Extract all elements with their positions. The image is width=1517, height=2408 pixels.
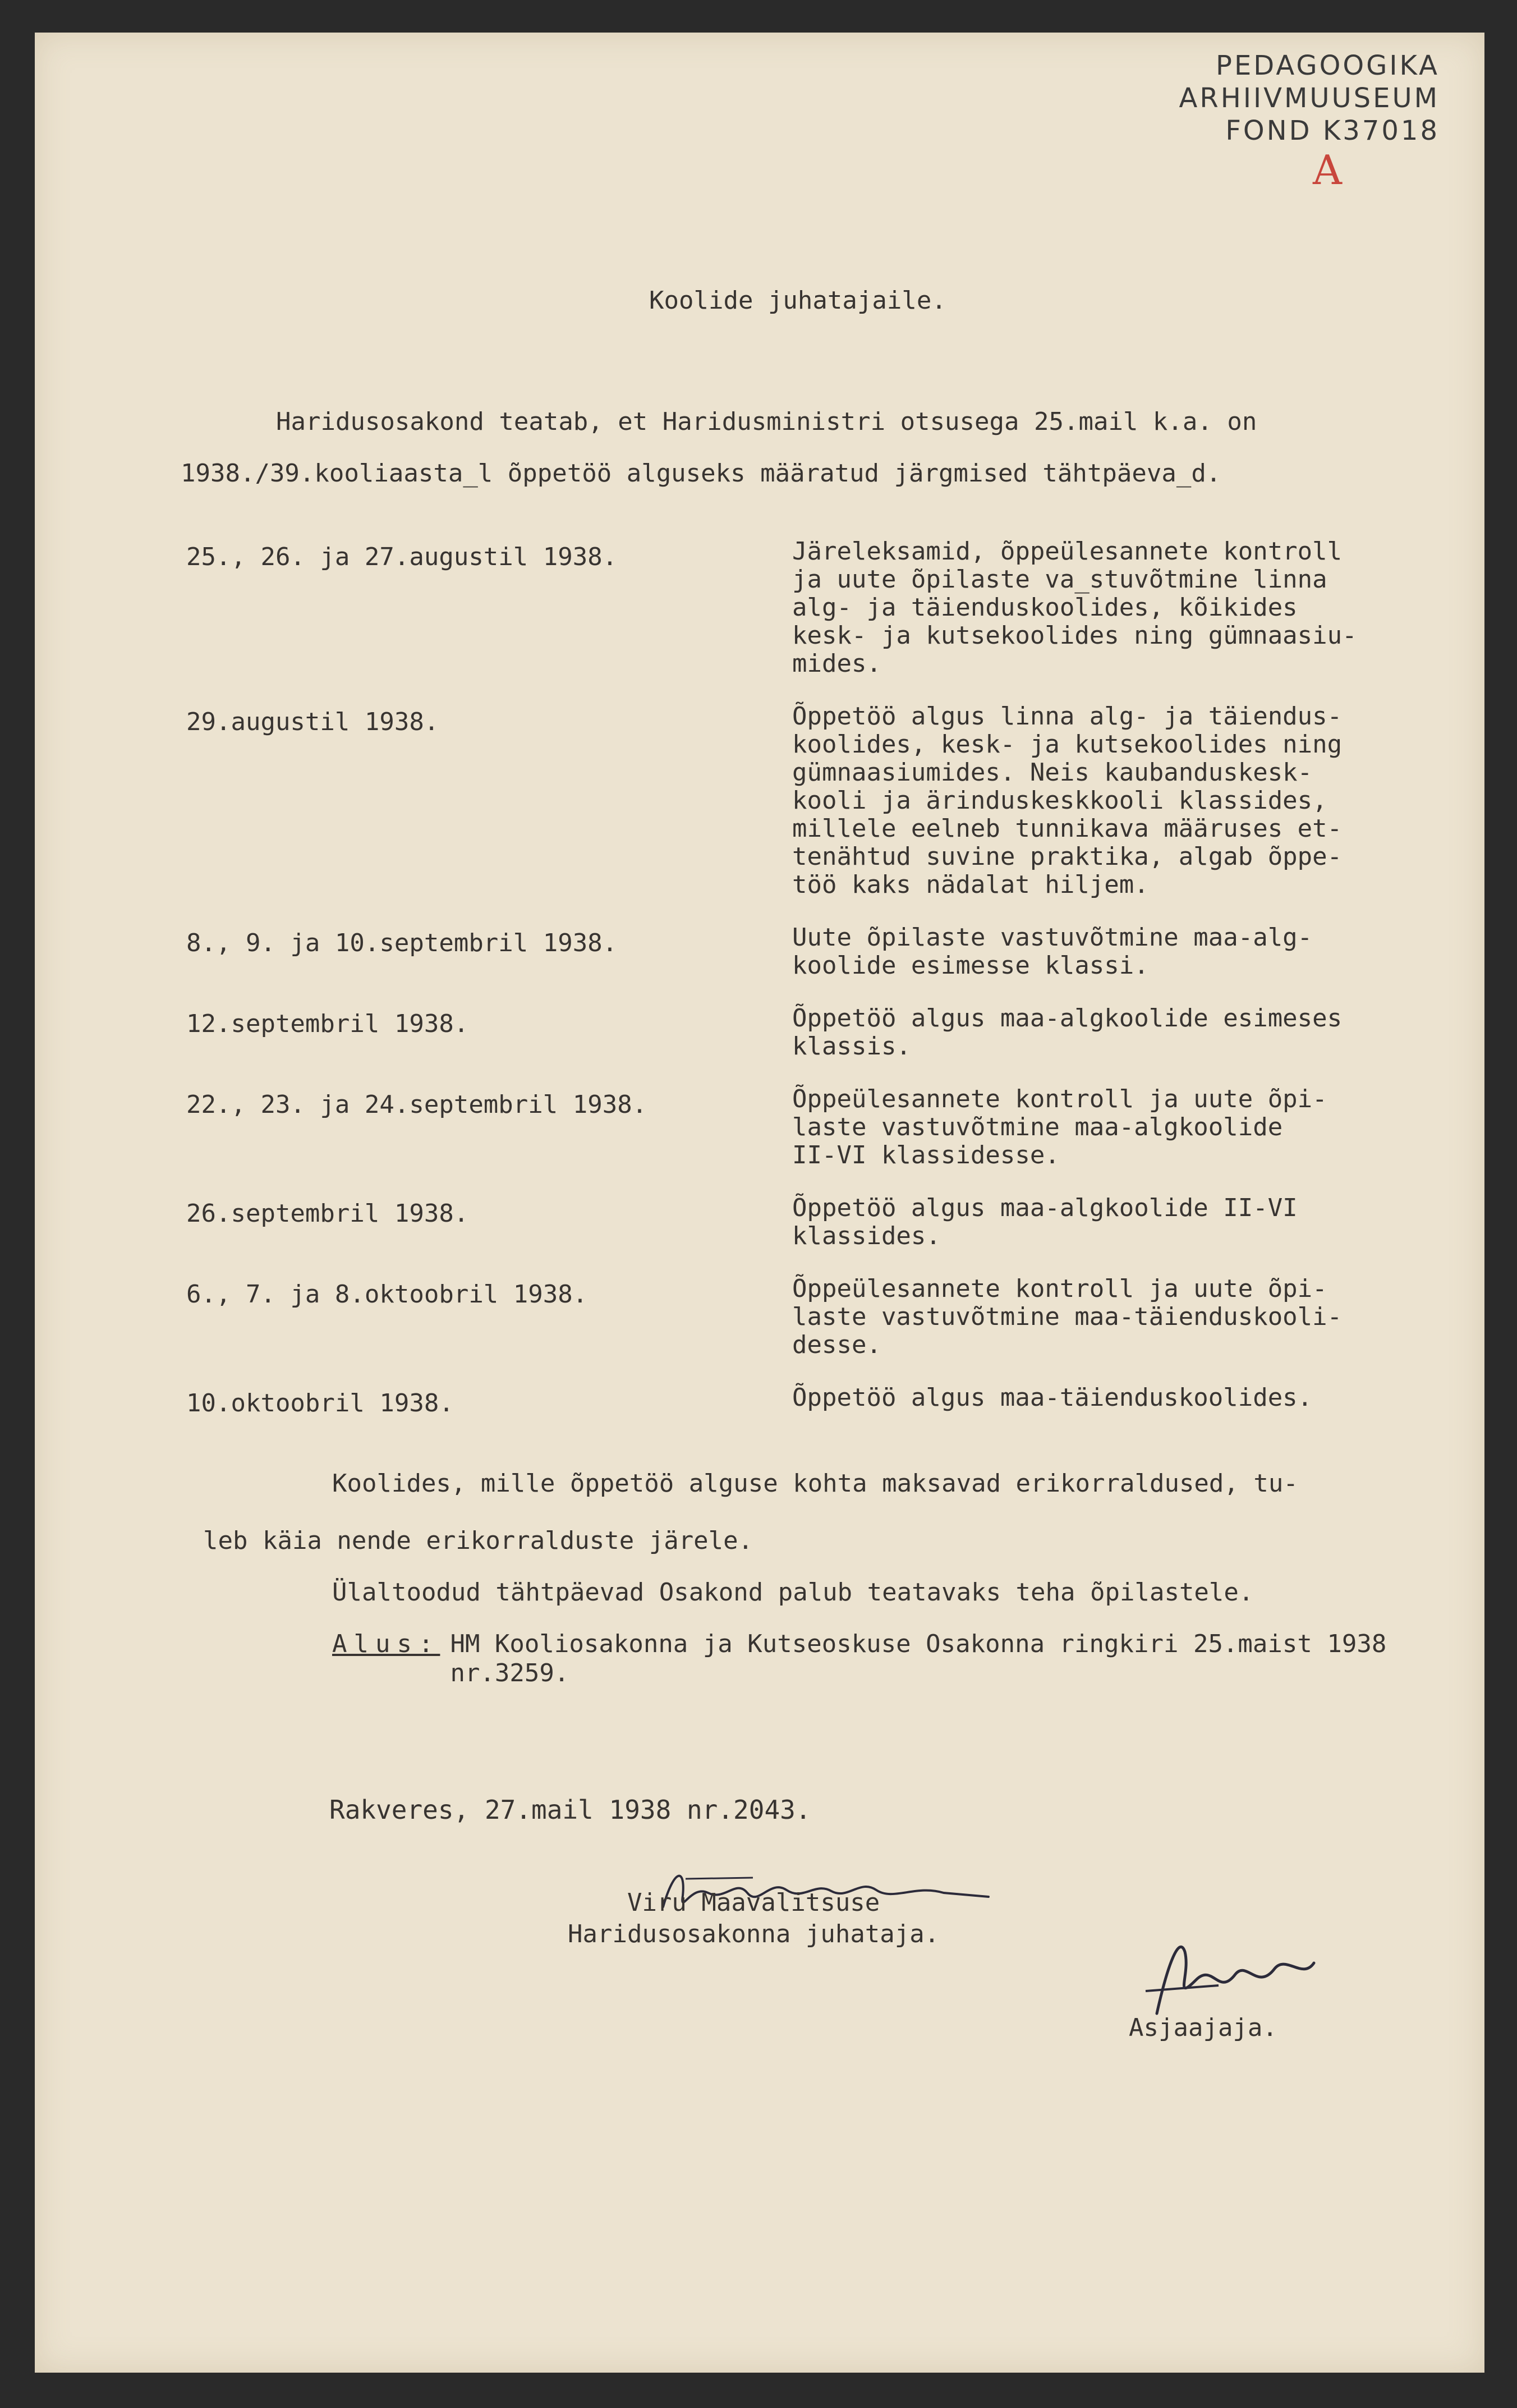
schedule-date: 8., 9. ja 10.septembril 1938. xyxy=(186,929,618,957)
schedule-row xyxy=(186,538,1454,678)
schedule-list xyxy=(186,538,1454,1442)
schedule-row xyxy=(186,1005,1454,1061)
stamp-line-museum: ARHIIVMUUSEUM xyxy=(1179,82,1440,114)
basis-text: HM Kooliosakonna ja Kutseoskuse Osakonna ringkiri 25.maist 1938 nr.3259. xyxy=(450,1630,1387,1687)
schedule-date: 29.augustil 1938. xyxy=(186,708,439,736)
closing-section xyxy=(203,1469,1471,1688)
stamp-line-fond: FOND K37018 xyxy=(1225,115,1440,146)
intro-line-1: Haridusosakond teatab, et Haridusministri otsusega 25.mail k.a. on xyxy=(276,407,1257,436)
schedule-description: Õppetöö algus maa-algkoolide II-VI klassides. xyxy=(792,1194,1298,1250)
schedule-description: Õppetöö algus maa-täienduskoolides. xyxy=(792,1383,1313,1412)
schedule-date: 25., 26. ja 27.augustil 1938. xyxy=(186,543,618,571)
schedule-description: Järeleksamid, õppeülesannete kontroll ja uute õpilaste va_stuvõtmine linna alg- ja täienduskoolides, kõikides kesk- ja kutsekoolides ning gümnaasiu- mides. xyxy=(792,537,1357,678)
signature-line-2: Haridusosakonna juhataja. xyxy=(568,1920,940,1948)
basis-label: Alus: xyxy=(332,1630,440,1658)
schedule-date: 26.septembril 1938. xyxy=(186,1199,469,1228)
schedule-row xyxy=(186,1194,1454,1250)
place-and-date: Rakveres, 27.mail 1938 nr.2043. xyxy=(329,1795,811,1825)
schedule-row xyxy=(186,1384,1454,1418)
schedule-row xyxy=(186,1085,1454,1169)
schedule-date: 6., 7. ja 8.oktoobril 1938. xyxy=(186,1280,588,1309)
schedule-row xyxy=(186,1275,1454,1359)
stamp-line-archive-name: PEDAGOOGIKA xyxy=(1216,50,1440,81)
schedule-row xyxy=(186,703,1454,899)
closing-line-2: leb käia nende erikorralduste järele. xyxy=(203,1526,753,1555)
intro-line-2: 1938./39.kooliaasta_l õppetöö alguseks määratud järgmised tähtpäeva_d. xyxy=(181,459,1221,488)
secretary-title: Asjaajaja. xyxy=(1129,2013,1277,2042)
secretary-signature-icon xyxy=(1134,1929,1336,2025)
schedule-description: Õppeülesannete kontroll ja uute õpi- laste vastuvõtmine maa-täienduskooli- desse. xyxy=(792,1274,1343,1359)
schedule-description: Õppetöö algus maa-algkoolide esimeses klassis. xyxy=(792,1004,1343,1061)
schedule-row xyxy=(186,924,1454,980)
schedule-date: 10.oktoobril 1938. xyxy=(186,1389,454,1418)
archive-stamp xyxy=(1179,49,1440,194)
intro-paragraph xyxy=(181,407,1426,488)
signature-line-1: Viru Maavalitsuse xyxy=(627,1888,880,1917)
schedule-description: Õppeülesannete kontroll ja uute õpi- laste vastuvõtmine maa-algkoolide II-VI klassidesse. xyxy=(792,1085,1327,1169)
document-title: Koolide juhatajaile. xyxy=(649,286,946,315)
signature-block xyxy=(568,1887,939,1950)
closing-line-1: Koolides, mille õppetöö alguse kohta maksavad erikorraldused, tu- xyxy=(332,1469,1298,1498)
document-page xyxy=(35,33,1484,2373)
stamp-handwritten-mark: A xyxy=(1313,146,1344,194)
schedule-date: 22., 23. ja 24.septembril 1938. xyxy=(186,1090,647,1119)
schedule-date: 12.septembril 1938. xyxy=(186,1010,469,1038)
basis-reference xyxy=(332,1630,1471,1688)
closing-line-3: Ülaltoodud tähtpäevad Osakond palub teatavaks teha õpilastele. xyxy=(332,1578,1254,1607)
schedule-description: Õppetöö algus linna alg- ja täiendus- koolides, kesk- ja kutsekoolides ning gümnaasiumides. Neis kaubanduskesk- kooli ja ärinduskeskkooli klassides, millele eelneb tunnikava määruses et- tenähtud suvine praktika, algab õppe- töö kaks nädalat hiljem. xyxy=(792,702,1343,899)
schedule-description: Uute õpilaste vastuvõtmine maa-alg- koolide esimesse klassi. xyxy=(792,923,1313,980)
